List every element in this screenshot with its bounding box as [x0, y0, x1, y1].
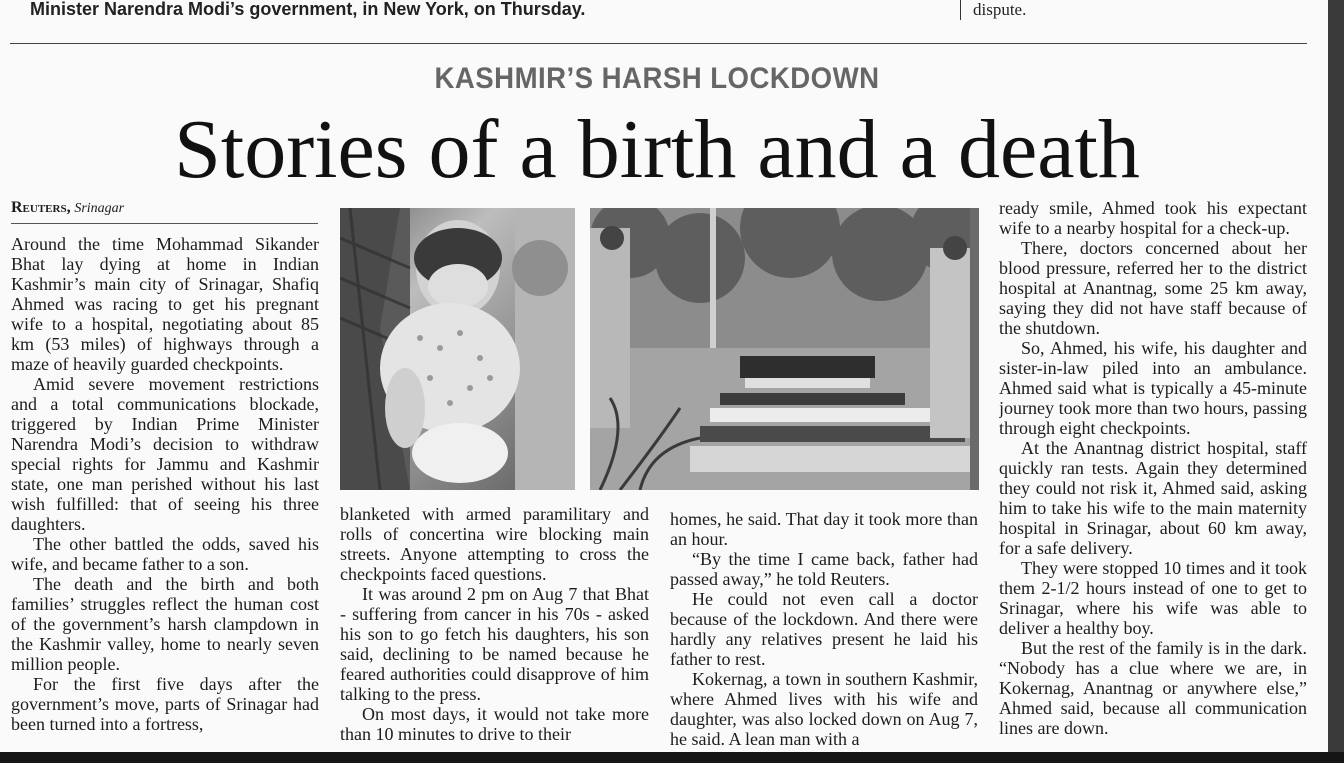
column-divider — [960, 0, 961, 20]
newborn-photo-drawing — [340, 208, 575, 490]
paragraph: At the Anantnag district hospital, staff quickly ran tests. Again they determined they could not risk it, Ahmed said, asking him to take his wife to the main maternity hospital in Srinagar, about 60 km away, for a safe delivery. — [999, 438, 1307, 558]
byline-agency: Reuters, — [11, 199, 71, 216]
byline-place: Srinagar — [74, 201, 125, 216]
graveyard-photo-drawing — [590, 208, 979, 490]
article-column-3 — [670, 509, 978, 754]
paragraph: “By the time I came back, father had passed away,” he told Reuters. — [670, 549, 978, 589]
newborn-photo — [340, 208, 575, 490]
page-edge-shadow — [1328, 0, 1344, 763]
paragraph: But the rest of the family is in the dark. “Nobody has a clue where we are, in Kokernag, Anantnag or anywhere else,” Ahmed said, because all communication lines are down. — [999, 638, 1307, 738]
paragraph: ready smile, Ahmed took his expectant wife to a nearby hospital for a check-up. — [999, 198, 1307, 238]
paragraph: The other battled the odds, saved his wife, and became father to a son. — [11, 534, 319, 574]
previous-article-tail: dispute. — [973, 0, 1027, 19]
paragraph: Amid severe movement restrictions and a total communications blockade, triggered by Indian Prime Minister Narendra Modi’s decision to withdraw special rights for Jammu and Kashmir state, one man perished without his last wish fulfilled: that of seeing his three daughters. — [11, 374, 319, 534]
paragraph: He could not even call a doctor because of the lockdown. And there were hardly any relatives present he laid his father to rest. — [670, 589, 978, 669]
article-column-2 — [340, 504, 649, 754]
paragraph: It was around 2 pm on Aug 7 that Bhat - suffering from cancer in his 70s - asked his son to go fetch his daughters, his son said, declining to be named because he feared authorities could disapprove of him talking to the press. — [340, 584, 649, 704]
paragraph: homes, he said. That day it took more than an hour. — [670, 509, 978, 549]
paragraph: For the first five days after the government’s move, parts of Srinagar had been turned into a fortress, — [11, 674, 319, 734]
byline — [11, 199, 318, 217]
paragraph: There, doctors concerned about her blood pressure, referred her to the district hospital at Anantnag, some 25 km away, saying they did not have staff because of the shutdown. — [999, 238, 1307, 338]
article-column-4 — [999, 198, 1307, 754]
graveyard-photo — [590, 208, 979, 490]
paragraph: So, Ahmed, his wife, his daughter and sister-in-law piled into an ambulance. Ahmed said what is typically a 45-minute journey took more than two hours, passing through eight checkpoints. — [999, 338, 1307, 438]
paragraph: They were stopped 10 times and it took them 2-1/2 hours instead of one to get to Srinagar, where his wife was able to deliver a healthy boy. — [999, 558, 1307, 638]
paragraph: On most days, it would not take more than 10 minutes to drive to their — [340, 704, 649, 744]
byline-rule — [11, 223, 318, 224]
previous-article-strip — [0, 0, 1344, 44]
section-rule — [10, 43, 1307, 44]
paragraph: The death and the birth and both families’ struggles reflect the human cost of the government’s harsh clampdown in the Kashmir valley, home to nearly seven million people. — [11, 574, 319, 674]
page-edge-shadow — [0, 752, 1344, 763]
paragraph: Kokernag, a town in southern Kashmir, where Ahmed lives with his wife and daughter, was also locked down on Aug 7, he said. A lean man with a — [670, 669, 978, 749]
paragraph: blanketed with armed paramilitary and rolls of concertina wire blocking main streets. Anyone attempting to cross the checkpoints faced questions. — [340, 504, 649, 584]
article-kicker: KASHMIR’S HARSH LOCKDOWN — [434, 62, 880, 95]
previous-caption: Minister Narendra Modi’s government, in New York, on Thursday. — [30, 0, 586, 19]
paragraph: Around the time Mohammad Sikander Bhat lay dying at home in Indian Kashmir’s main city of Srinagar, Shafiq Ahmed was racing to get his pregnant wife to a hospital, negotiating about 85 km (53 miles) of highways through a maze of heavily guarded checkpoints. — [11, 234, 319, 374]
article-column-1 — [11, 234, 319, 754]
article-headline: Stories of a birth and a death — [174, 103, 1140, 196]
